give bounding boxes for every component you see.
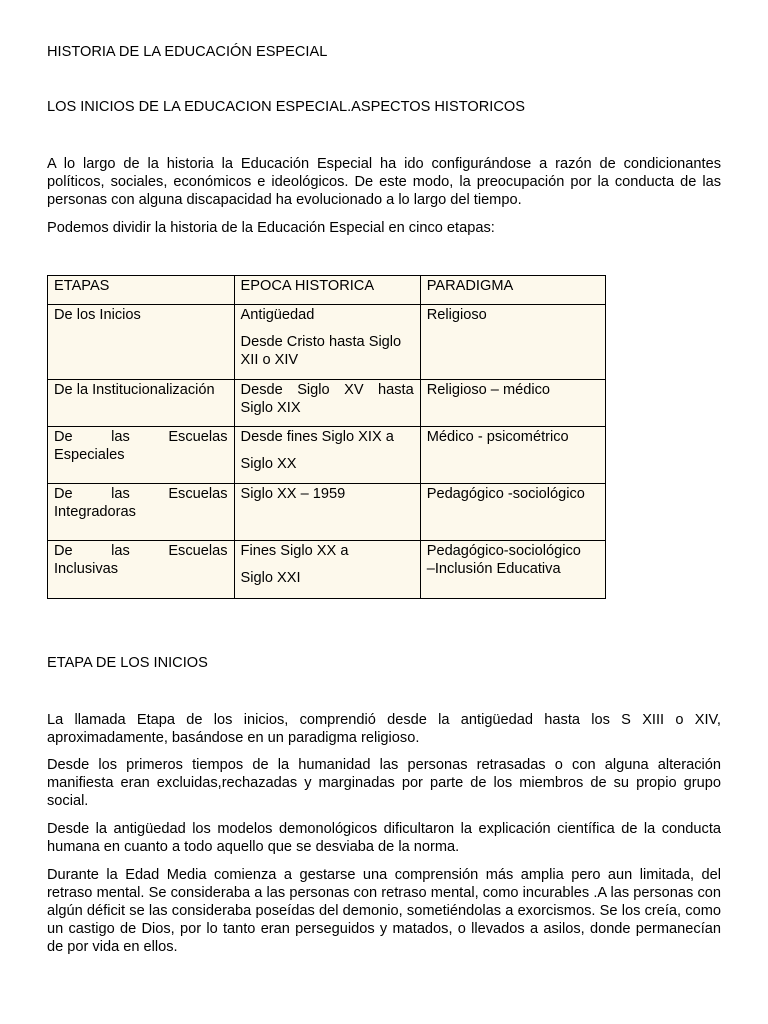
stages-table [47,275,606,599]
table-cell-epoca: Desde fines Siglo XIX a Siglo XX [234,427,420,484]
section-paragraph-1: La llamada Etapa de los inicios, comprendió desde la antigüedad hasta los S XIII o XIV, aproximadamente, basándose en un paradigma religioso. [47,712,721,746]
section-paragraph-2: Desde los primeros tiempos de la humanidad las personas retrasadas o con alguna alteración manifiesta eran excluidas,rechazadas y marginadas por parte de los miembros de su propio grupo social. [47,757,721,809]
table-cell-paradigma: Religioso [420,305,605,380]
table-cell-epoca: Desde Siglo XV hasta Siglo XIX [234,380,420,427]
table-row [48,305,606,380]
table-header-epoca: EPOCA HISTORICA [234,276,420,305]
intro-paragraph-1: A lo largo de la historia la Educación Especial ha ido configurándose a razón de condicionantes políticos, sociales, económicos e ideológicos. De este modo, la preocupación por la conducta de las personas con alguna discapacidad ha evolucionado a lo largo del tiempo. [47,156,721,208]
table-header-etapas: ETAPAS [48,276,235,305]
table-cell-etapa: De las Escuelas Especiales [48,427,235,484]
document-subtitle: LOS INICIOS DE LA EDUCACION ESPECIAL.ASPECTOS HISTORICOS [47,99,525,115]
table-cell-paradigma: Médico - psicométrico [420,427,605,484]
table-cell-paradigma: Religioso – médico [420,380,605,427]
table-row [48,380,606,427]
table-cell-epoca: Fines Siglo XX a Siglo XXI [234,541,420,599]
table-row [48,427,606,484]
table-header-row [48,276,606,305]
table-cell-etapa: De los Inicios [48,305,235,380]
table-row [48,541,606,599]
section-paragraph-4: Durante la Edad Media comienza a gestarse una comprensión más amplia pero aun limitada, del retraso mental. Se consideraba a las personas con retraso mental, como incurables .A las personas con algún déficit se las consideraba poseídas del demonio, sometiéndolas a exorcismos. Se los creía, como un castigo de Dios, por lo tanto eran perseguidos y matados, o llevados a asilos, donde permanecían de por vida en ellos. [47,867,721,955]
section-paragraph-3: Desde la antigüedad los modelos demonológicos dificultaron la explicación científica de la conducta humana en cuanto a todo aquello que se desviaba de la norma. [47,821,721,855]
intro-paragraph-2: Podemos dividir la historia de la Educación Especial en cinco etapas: [47,220,495,236]
table-cell-paradigma: Pedagógico-sociológico –Inclusión Educativa [420,541,605,599]
table-cell-paradigma: Pedagógico -sociológico [420,484,605,541]
table-header-paradigma: PARADIGMA [420,276,605,305]
table-cell-epoca: Antigüedad Desde Cristo hasta Siglo XII o XIV [234,305,420,380]
table-cell-etapa: De las Escuelas Inclusivas [48,541,235,599]
table-cell-etapa: De las Escuelas Integradoras [48,484,235,541]
table-row [48,484,606,541]
document-title: HISTORIA DE LA EDUCACIÓN ESPECIAL [47,44,328,60]
table-cell-epoca: Siglo XX – 1959 [234,484,420,541]
section-title: ETAPA DE LOS INICIOS [47,655,208,671]
table-cell-etapa: De la Institucionalización [48,380,235,427]
